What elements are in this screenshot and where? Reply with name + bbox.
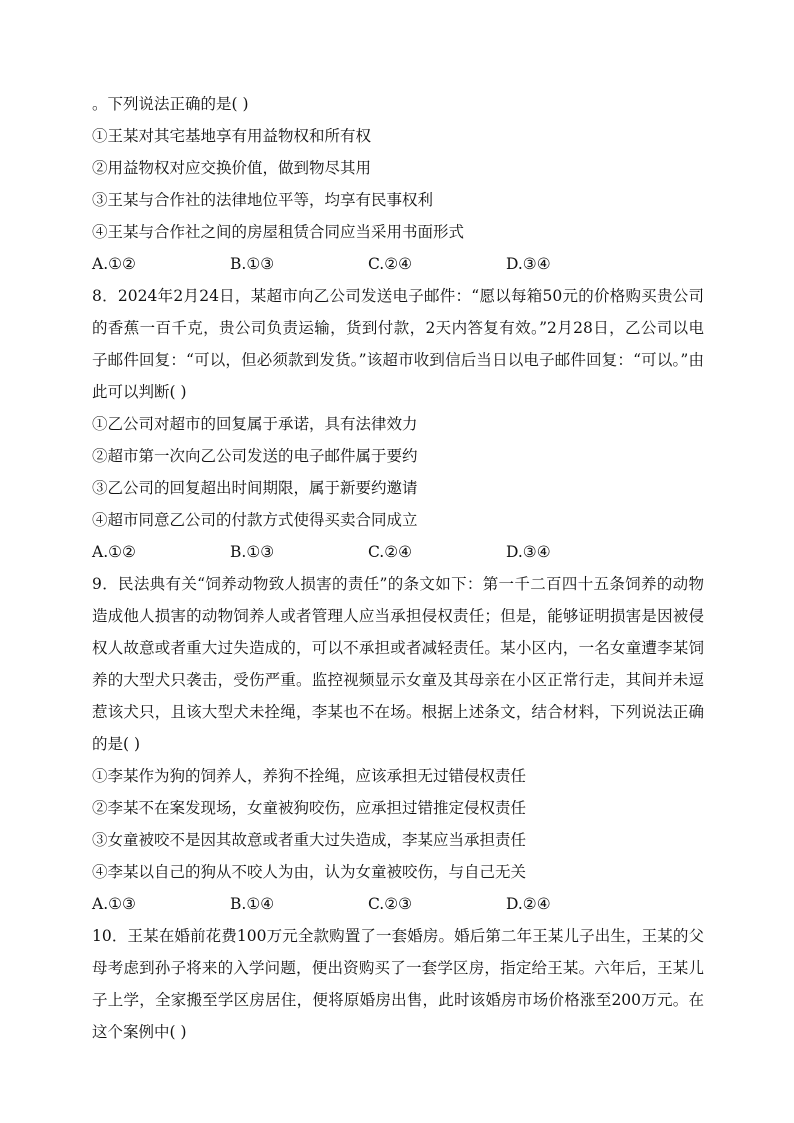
question-10 xyxy=(92,920,704,1048)
question-9-statement-1: ①李某作为狗的饲养人，养狗不拴绳，应该承担无过错侵权责任 xyxy=(92,767,527,785)
question-9-statement-4: ④李某以自己的狗从不咬人为由，认为女童被咬伤，与自己无关 xyxy=(92,863,527,881)
question-9 xyxy=(92,568,704,920)
question-10-stem: 10．王某在婚前花费100万元全款购置了一套婚房。婚后第二年王某儿子出生，王某的父母考虑到孙子将来的入学问题，便出资购买了一套学区房，指定给王某。六年后，王某儿子上学，全家搬至学区房居住，便将原婚房出售，此时该婚房市场价格涨至200万元。在这个案例中( ) xyxy=(92,927,704,1041)
question-7-statement-3: ③王某与合作社的法律地位平等，均享有民事权利 xyxy=(92,191,434,209)
question-7-option-c: C.②④ xyxy=(368,255,413,273)
question-8-statement-3: ③乙公司的回复超出时间期限，属于新要约邀请 xyxy=(92,479,418,497)
question-7-option-d: D.③④ xyxy=(506,255,551,273)
question-9-option-d: D.②④ xyxy=(506,895,551,913)
exam-page xyxy=(92,88,704,1048)
question-8-option-a: A.①② xyxy=(92,543,136,561)
question-9-statement-3: ③女童被咬不是因其故意或者重大过失造成，李某应当承担责任 xyxy=(92,831,527,849)
question-9-statement-2: ②李某不在案发现场，女童被狗咬伤，应承担过错推定侵权责任 xyxy=(92,799,527,817)
question-9-options xyxy=(92,888,704,920)
question-7-statement-2: ②用益物权对应交换价值，做到物尽其用 xyxy=(92,159,372,177)
question-8-stem: 8．2024年2月24日，某超市向乙公司发送电子邮件：“愿以每箱50元的价格购买贵公司的香蕉一百千克，贵公司负责运输，货到付款，2天内答复有效。”2月28日，乙公司以电子邮件回复：“可以，但必须款到发货。”该超市收到信后当日以电子邮件回复：“可以。”由此可以判断( ) xyxy=(92,287,704,401)
question-8 xyxy=(92,280,704,568)
question-7-option-b: B.①③ xyxy=(230,255,275,273)
question-7-option-a: A.①② xyxy=(92,255,136,273)
question-9-stem: 9．民法典有关“饲养动物致人损害的责任”的条文如下：第一千二百四十五条饲养的动物造成他人损害的动物饲养人或者管理人应当承担侵权责任；但是，能够证明损害是因被侵权人故意或者重大过失造成的，可以不承担或者减轻责任。某小区内，一名女童遭李某饲养的大型犬只袭击，受伤严重。监控视频显示女童及其母亲在小区正常行走，其间并未逗惹该犬只，且该大型犬未拴绳，李某也不在场。根据上述条文，结合材料，下列说法正确的是( ) xyxy=(92,575,704,753)
question-8-option-b: B.①③ xyxy=(230,543,275,561)
question-8-statement-1: ①乙公司对超市的回复属于承诺，具有法律效力 xyxy=(92,415,418,433)
question-8-statement-4: ④超市同意乙公司的付款方式使得买卖合同成立 xyxy=(92,511,418,529)
question-8-option-d: D.③④ xyxy=(506,543,551,561)
question-7-statement-4: ④王某与合作社之间的房屋租赁合同应当采用书面形式 xyxy=(92,223,465,241)
question-8-option-c: C.②④ xyxy=(368,543,413,561)
question-9-option-a: A.①③ xyxy=(92,895,136,913)
question-8-statement-2: ②超市第一次向乙公司发送的电子邮件属于要约 xyxy=(92,447,418,465)
question-7-stem-end: 。下列说法正确的是( ) xyxy=(92,95,249,113)
question-7-options xyxy=(92,248,704,280)
question-7 xyxy=(92,88,704,280)
question-9-option-c: C.②③ xyxy=(368,895,413,913)
question-9-option-b: B.①④ xyxy=(230,895,275,913)
question-7-statement-1: ①王某对其宅基地享有用益物权和所有权 xyxy=(92,127,372,145)
question-8-options xyxy=(92,536,704,568)
